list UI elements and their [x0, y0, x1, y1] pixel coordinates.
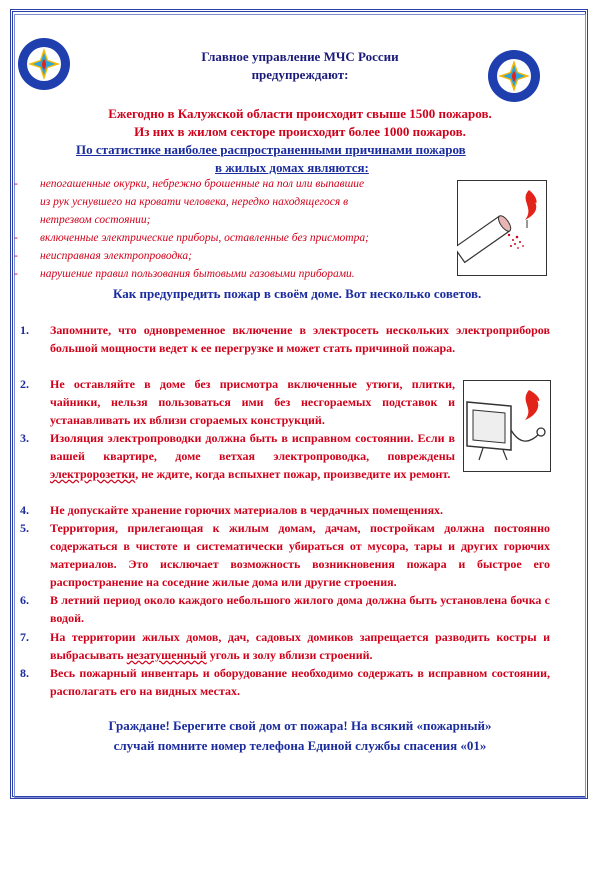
cause-item: - непогашенные окурки, небрежно брошенные на пол или выпавшие [14, 178, 365, 190]
tip-number: 4. [20, 503, 29, 517]
causes-title-1: По статистике наиболее распространенными причинами пожаров [76, 142, 466, 157]
header-warn: предупреждают: [251, 67, 349, 82]
advice-title: Как предупредить пожар в своём доме. Вот несколько советов. [113, 286, 482, 301]
tip-text: Не оставляйте в доме без присмотра включенные утюги, плитки, чайники, нельзя пользоваться ими без несгораемых подставок и устанавливать их вблизи сгораемых конструкций. [50, 377, 455, 427]
cause-item: - неисправная электропроводка; [14, 250, 192, 262]
tip-text: Запомните, что одновременное включение в электросеть нескольких электроприборов большой мощности ведет к ее перегрузке и может стать причиной пожара. [50, 323, 550, 355]
tip-number: 7. [20, 630, 29, 644]
cause-item-cont: нетрезвом состоянии; [40, 214, 151, 226]
cigarette-fire-icon [457, 180, 547, 276]
stats-line-2: Из них в жилом секторе происходит более 1000 пожаров. [134, 124, 466, 139]
tv-fire-icon [463, 380, 551, 472]
tip-text: В летний период около каждого небольшого жилого дома должна быть установлена бочка с водой. [50, 593, 550, 625]
tip-text: Территория, прилегающая к жилым домам, дачам, постройкам должна постоянно содержаться в чистоте и систематически убираться от мусора, тары и других горючих материалов. Это исключает возможность возникновения пожара и быстрое его распространение на соседние жилые дома или другие строения. [50, 521, 550, 589]
tip-number: 2. [20, 377, 29, 391]
tip-text: На территории жилых домов, дач, садовых домиков запрещается разводить костры и выбрасывать незатушенный уголь и золу вблизи строений. [50, 630, 550, 662]
footer-line-2: случай помните номер телефона Единой службы спасения «01» [113, 738, 487, 753]
cause-item-cont: из рук уснувшего на кровати человека, нередко находящегося в [40, 196, 349, 208]
tip-text: Изоляция электропроводки должна быть в исправном состоянии. Если в вашей квартире, доме ветхая электропроводка, повреждены электророзетки, не ждите, когда вспыхнет пожар, произведите их ремонт. [50, 431, 455, 481]
causes-title-2: в жилых домах являются: [215, 160, 369, 175]
header-org: Главное управление МЧС России [201, 49, 399, 64]
tip-number: 5. [20, 521, 29, 535]
cause-item: - нарушение правил пользования бытовыми газовыми приборами. [14, 268, 355, 280]
tip-text: Не допускайте хранение горючих материалов в чердачных помещениях. [50, 503, 444, 517]
tip-number: 1. [20, 323, 29, 337]
stats-line-1: Ежегодно в Калужской области происходит свыше 1500 пожаров. [108, 106, 492, 121]
cause-item: - включенные электрические приборы, оставленные без присмотра; [14, 232, 369, 244]
footer-line-1: Граждане! Берегите свой дом от пожара! На всякий «пожарный» [108, 718, 492, 733]
tip-text: Весь пожарный инвентарь и оборудование необходимо содержать в исправном состоянии, располагать его на видных местах. [50, 666, 550, 698]
tip-number: 6. [20, 593, 29, 607]
tip-number: 3. [20, 431, 29, 445]
tip-number: 8. [20, 666, 29, 680]
